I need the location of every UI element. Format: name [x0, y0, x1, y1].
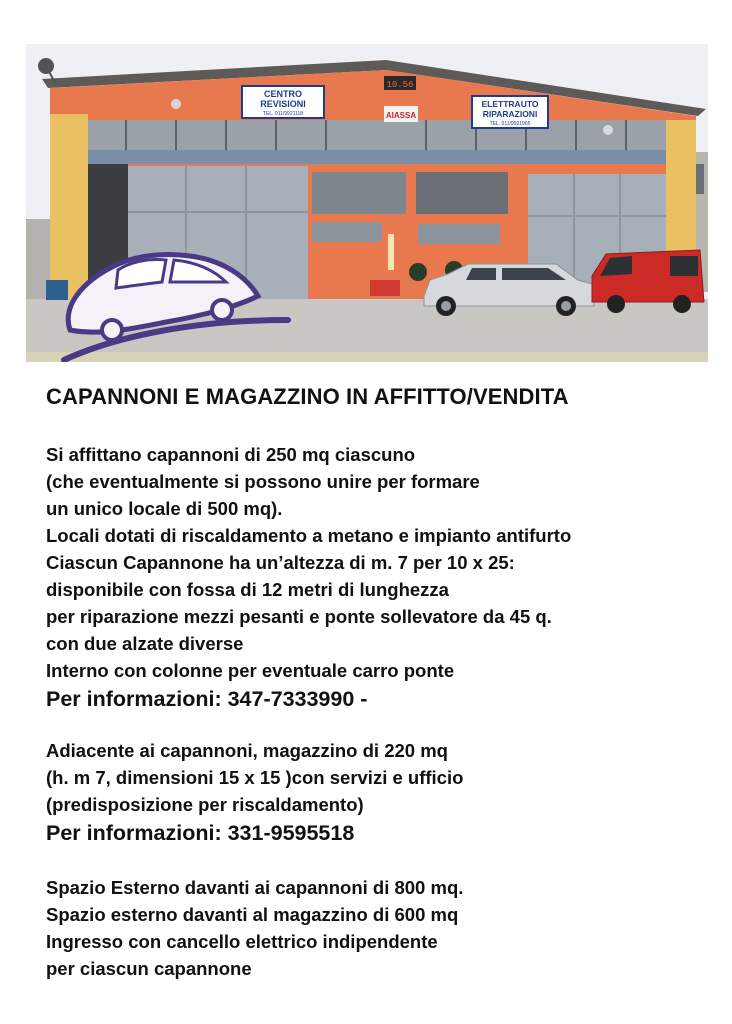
paragraph-magazzino [46, 737, 463, 848]
paragraph-spazio-esterno [46, 874, 463, 982]
text-line: per ciascun capannone [46, 958, 252, 979]
sign-aiassa: AIASSA [385, 111, 417, 120]
text-line: per riparazione mezzi pesanti e ponte sollevatore da 45 q. [46, 606, 552, 627]
text-line: Ciascun Capannone ha un’altezza di m. 7 per 10 x 25: [46, 552, 515, 573]
text-line: Spazio Esterno davanti ai capannoni di 800 mq. [46, 877, 464, 898]
headline: CAPANNONI E MAGAZZINO IN AFFITTO/VENDITA [46, 384, 569, 409]
text-line: Ingresso con cancello elettrico indipendente [46, 931, 438, 952]
text-line: (che eventualmente si possono unire per formare [46, 471, 480, 492]
text-line: Si affittano capannoni di 250 mq ciascuno [46, 444, 416, 465]
sign-revisioni: REVISIONI [260, 99, 306, 109]
text-line: (predisposizione per riscaldamento) [46, 794, 364, 815]
sign-right-tel: TEL. 011/9921965 [489, 121, 531, 127]
text-line: un unico locale di 500 mq). [46, 498, 283, 519]
clock-display: 10.56 [386, 80, 414, 90]
text-line: Interno con colonne per eventuale carro ponte [46, 660, 455, 681]
building-photo [26, 44, 708, 362]
contact-phone-magazzino: Per informazioni: 331-9595518 [46, 821, 355, 845]
text-line: con due alzate diverse [46, 633, 244, 654]
text-line: (h. m 7, dimensioni 15 x 15 )con servizi e ufficio [46, 767, 464, 788]
sign-left-tel: TEL. 011/9921118 [262, 111, 304, 117]
text-line: disponibile con fossa di 12 metri di lunghezza [46, 579, 449, 600]
text-line: Spazio esterno davanti al magazzino di 600 mq [46, 904, 459, 925]
text-line: Locali dotati di riscaldamento a metano e impianto antifurto [46, 525, 572, 546]
contact-phone-capannoni: Per informazioni: 347-7333990 - [46, 687, 368, 711]
paragraph-capannoni [46, 441, 571, 714]
sign-centro: CENTRO [264, 89, 302, 99]
sign-riparazioni: RIPARAZIONI [482, 109, 538, 119]
sign-elettrauto: ELETTRAUTO [481, 99, 539, 109]
text-line: Adiacente ai capannoni, magazzino di 220 mq [46, 740, 448, 761]
